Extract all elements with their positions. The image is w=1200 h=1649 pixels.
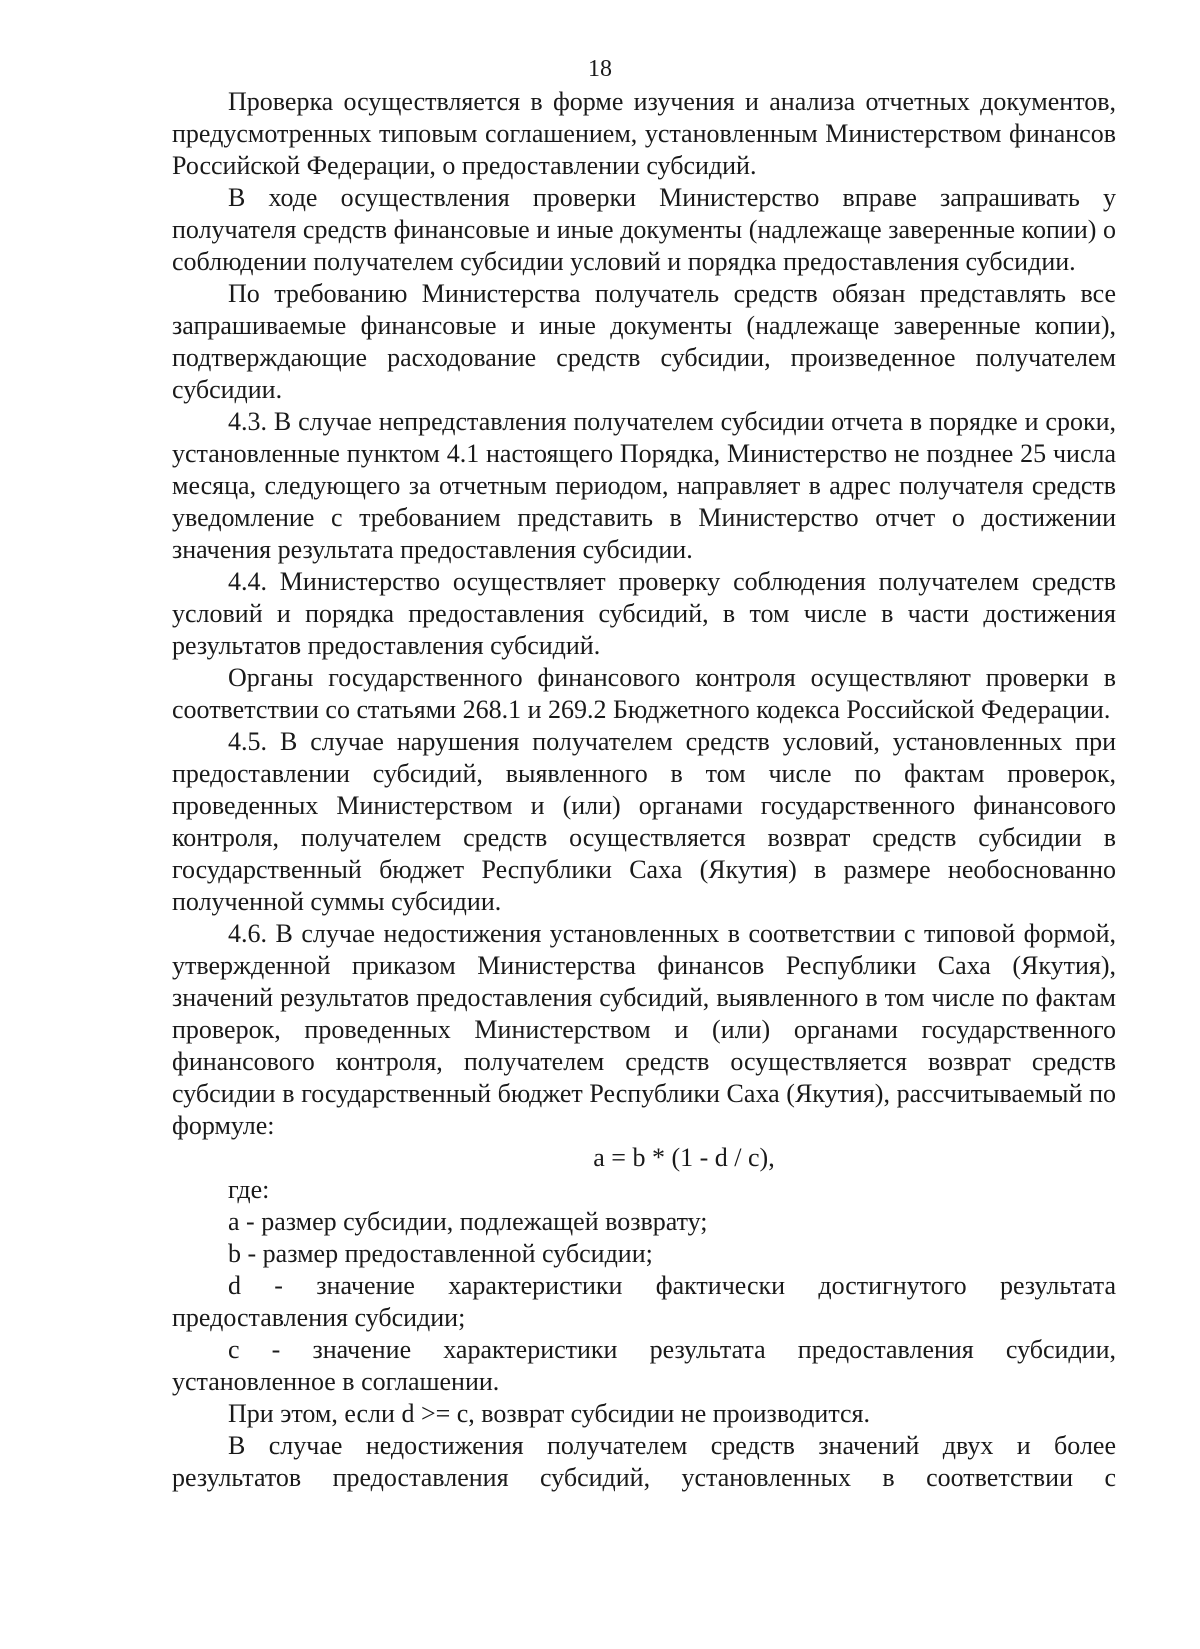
definition-where: где: [228, 1175, 270, 1204]
paragraph-verification-form: Проверка осуществляется в форме изучения и анализа отчетных документов, предусмотренных типовым соглашением, установленным Министерством финансов Российской Федерации, о предоставлении субсидий. [172, 87, 1116, 180]
paragraph-financial-control: Органы государственного финансового контроля осуществляют проверки в соответствии со статьями 268.1 и 269.2 Бюджетного кодекса Российской Федерации. [172, 663, 1116, 724]
paragraph-ministry-requirement: По требованию Министерства получатель средств обязан представлять все запрашиваемые финансовые и иные документы (надлежаще заверенные копии), подтверждающие расходование средств субсидии, произведенное получателем субсидии. [172, 279, 1116, 404]
document-body [172, 86, 1116, 1494]
paragraph-4-6: 4.6. В случае недостижения установленных в соответствии с типовой формой, утвержденной приказом Министерства финансов Республики Саха (Якутия), значений результатов предоставления субсидий, выявленного в том числе по фактам проверок, проведенных Министерством и (или) органами государственного финансового контроля, получателем средств осуществляется возврат средств субсидии в государственный бюджет Республики Саха (Якутия), рассчитываемый по формуле: [172, 919, 1116, 1140]
definition-a: a - размер субсидии, подлежащей возврату; [228, 1207, 708, 1236]
paragraph-4-4: 4.4. Министерство осуществляет проверку соблюдения получателем средств условий и порядка предоставления субсидий, в том числе в части достижения результатов предоставления субсидий. [172, 567, 1116, 660]
no-refund-condition: При этом, если d >= c, возврат субсидии не производится. [228, 1399, 871, 1428]
definition-b: b - размер предоставленной субсидии; [228, 1239, 653, 1268]
definition-c: c - значение характеристики результата предоставления субсидии, установленное в соглашении. [172, 1335, 1116, 1396]
paragraph-multiple-results: В случае недостижения получателем средств значений двух и более результатов предоставления субсидий, установленных в соответствии с [172, 1431, 1116, 1492]
paragraph-document-request: В ходе осуществления проверки Министерство вправе запрашивать у получателя средств финансовые и иные документы (надлежаще заверенные копии) о соблюдении получателем субсидии условий и порядка предоставления субсидии. [172, 183, 1116, 276]
refund-formula: a = b * (1 - d / c), [593, 1143, 775, 1172]
paragraph-4-5: 4.5. В случае нарушения получателем средств условий, установленных при предоставлении субсидий, выявленного в том числе по фактам проверок, проведенных Министерством и (или) органами государственного финансового контроля, получателем средств осуществляется возврат средств субсидии в государственный бюджет Республики Саха (Якутия) в размере необоснованно полученной суммы субсидии. [172, 727, 1116, 916]
definition-d: d - значение характеристики фактически достигнутого результата предоставления субсидии; [172, 1271, 1116, 1332]
paragraph-4-3: 4.3. В случае непредставления получателем субсидии отчета в порядке и сроки, установленные пунктом 4.1 настоящего Порядка, Министерство не позднее 25 числа месяца, следующего за отчетным периодом, направляет в адрес получателя средств уведомление с требованием представить в Министерство отчет о достижении значения результата предоставления субсидии. [172, 407, 1116, 564]
page-number: 18 [588, 56, 612, 82]
